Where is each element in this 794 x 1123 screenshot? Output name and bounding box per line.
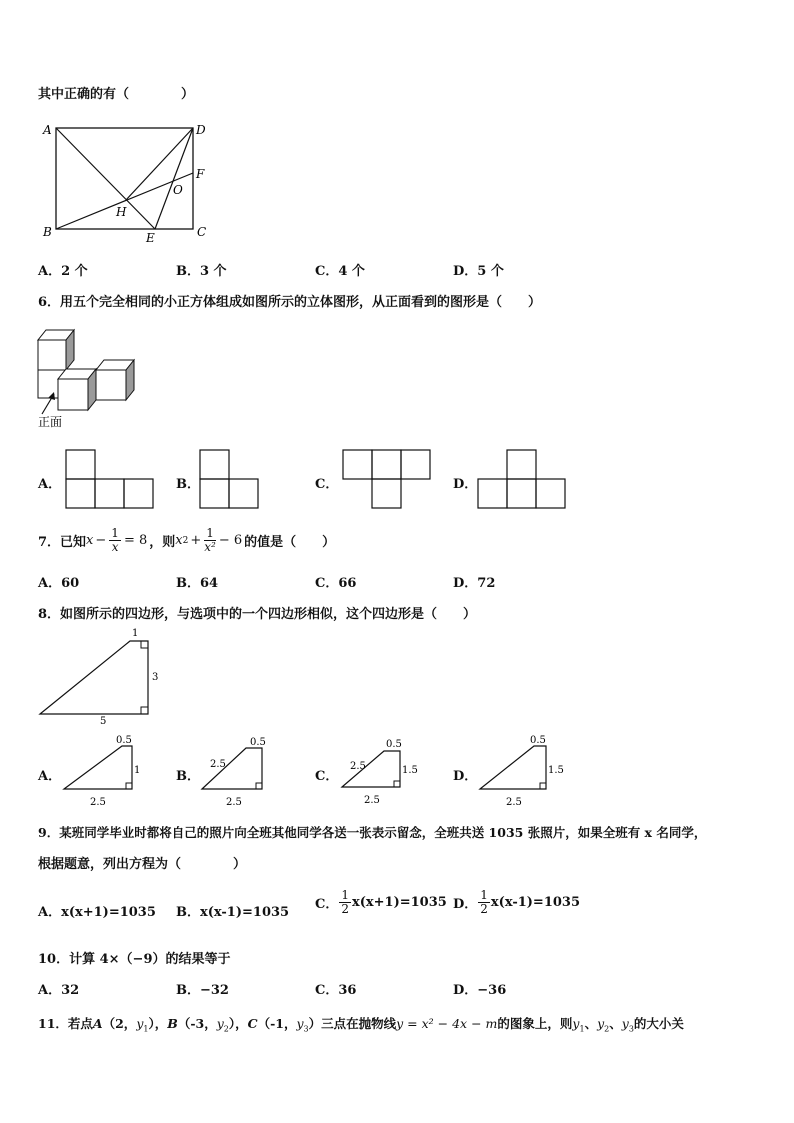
q11-y1-sub: 1 bbox=[143, 1024, 149, 1034]
q8-option-d-letter: D． bbox=[453, 769, 478, 784]
q11-y2: y bbox=[216, 1016, 224, 1031]
q10-option-d: D．−36 bbox=[453, 983, 507, 998]
q11-stem: 11．若点A（2，$y_1$），B（-3，$y_2$），C（-1，$y_3$）三点在抛物线y = x² − 4x − m的图象上，则$y_1$、$y_2$、$y_3$的大小关 bbox=[38, 1016, 684, 1034]
q5-option-a: A．2 个 bbox=[38, 264, 88, 279]
q10-option-b: B．−32 bbox=[176, 983, 229, 998]
q8-stem: 8．如图所示的四边形，与选项中的一个四边形相似，这个四边形是（ ） bbox=[38, 607, 477, 622]
q9-option-c-fraction bbox=[339, 889, 351, 916]
main-right-label: 3 bbox=[152, 672, 159, 683]
q7-expr-num: 1 bbox=[206, 526, 214, 540]
label-O: O bbox=[173, 183, 183, 197]
label-D: D bbox=[196, 123, 206, 137]
label-E: E bbox=[146, 231, 155, 245]
q7-stem bbox=[38, 527, 335, 554]
label-A: A bbox=[43, 123, 52, 137]
q9-option-a: A．x(x+1)=1035 bbox=[38, 905, 156, 920]
q11-tail-y2-sub: 2 bbox=[604, 1024, 610, 1034]
front-label: 正面 bbox=[38, 415, 63, 429]
q10-option-a: A．32 bbox=[38, 983, 80, 998]
q8-main-figure bbox=[36, 624, 166, 724]
q7-post: 的值是（ ） bbox=[244, 535, 336, 550]
q7-expr-plus: + bbox=[190, 533, 202, 548]
q11-tail-y3: y bbox=[621, 1016, 629, 1031]
opt-a-top: 0.5 bbox=[116, 735, 132, 746]
q9-stem-line2: 根据题意，列出方程为（ ） bbox=[38, 857, 247, 872]
q6-option-a-letter: A． bbox=[38, 477, 62, 492]
q7-cond-minus: − bbox=[95, 533, 107, 548]
q9-option-c-post: x(x+1)=1035 bbox=[352, 895, 447, 910]
opt-c-left: 2.5 bbox=[350, 761, 366, 772]
q9-option-b: B．x(x-1)=1035 bbox=[176, 905, 290, 920]
q11-point-a: A bbox=[92, 1016, 103, 1031]
q11-point-b: B bbox=[167, 1016, 178, 1031]
q11-y1: y bbox=[136, 1016, 144, 1031]
q7-pre: 7．已知 bbox=[38, 535, 87, 550]
q9-option-d-fraction bbox=[478, 889, 490, 916]
q7-option-d: D．72 bbox=[453, 576, 496, 591]
q9-option-d-post: x(x-1)=1035 bbox=[490, 895, 581, 910]
q9-option-d-den: 2 bbox=[480, 902, 488, 916]
q11-p8: 的图象上，则 bbox=[497, 1016, 573, 1031]
q7-option-a: A．60 bbox=[38, 576, 80, 591]
q7-option-c: C．66 bbox=[315, 576, 357, 591]
q11-p3: ）， bbox=[148, 1016, 168, 1031]
q7-cond-eq: = 8 bbox=[123, 533, 148, 548]
q11-tail-y2: y bbox=[597, 1016, 605, 1031]
q9-option-c-den: 2 bbox=[341, 902, 349, 916]
label-H: H bbox=[116, 205, 127, 219]
q6-option-c-letter: C． bbox=[315, 477, 339, 492]
q7-cond-den: x bbox=[111, 540, 119, 554]
q8-option-b-figure bbox=[198, 731, 288, 809]
opt-c-right: 1.5 bbox=[402, 765, 418, 776]
q5-figure bbox=[38, 118, 218, 248]
q11-point-c: C bbox=[247, 1016, 258, 1031]
q6-cube-figure bbox=[34, 322, 144, 434]
q7-mid: ，则 bbox=[149, 535, 176, 550]
q8-option-b-letter: B． bbox=[176, 769, 200, 784]
q8-option-c-letter: C． bbox=[315, 769, 339, 784]
q11-p6: （-1， bbox=[257, 1016, 297, 1031]
q6-stem: 6．用五个完全相同的小正方体组成如图所示的立体图形，从正面看到的图形是（ ） bbox=[38, 295, 542, 310]
q6-option-c-figure bbox=[341, 449, 435, 511]
q5-option-b: B．3 个 bbox=[176, 264, 227, 279]
q11-tail: 的大小关 bbox=[633, 1016, 684, 1031]
label-B: B bbox=[43, 225, 52, 239]
q11-p5: ）， bbox=[228, 1016, 248, 1031]
opt-a-bottom: 2.5 bbox=[90, 797, 106, 808]
q10-stem: 10．计算 4×（−9）的结果等于 bbox=[38, 952, 231, 967]
opt-b-left: 2.5 bbox=[210, 759, 226, 770]
q8-option-c-figure bbox=[338, 731, 428, 809]
opt-a-right: 1 bbox=[134, 765, 141, 776]
q6-option-d-figure bbox=[476, 449, 570, 511]
q7-cond-x: x bbox=[86, 533, 94, 548]
opt-d-bottom: 2.5 bbox=[506, 797, 522, 808]
q11-parabola-eq: y = x² − 4x − m bbox=[396, 1016, 498, 1031]
q11-p2: （2， bbox=[102, 1016, 137, 1031]
q6-option-b-letter: B． bbox=[176, 477, 200, 492]
q9-stem-line1: 9．某班同学毕业时都将自己的照片向全班其他同学各送一张表示留念，全班共送 1035 张照片，如果全班有 x 名同学， bbox=[38, 825, 707, 840]
opt-b-top: 0.5 bbox=[250, 737, 266, 748]
label-F: F bbox=[196, 167, 205, 181]
opt-c-bottom: 2.5 bbox=[364, 795, 380, 806]
q7-expr-fraction bbox=[204, 527, 216, 554]
q11-tail-y3-sub: 3 bbox=[628, 1024, 634, 1034]
q7-cond-num: 1 bbox=[111, 526, 119, 540]
q11-y3: y bbox=[296, 1016, 304, 1031]
q8-option-a-letter: A． bbox=[38, 769, 62, 784]
q11-y2-sub: 2 bbox=[223, 1024, 229, 1034]
q9-option-d-pre: D． bbox=[453, 897, 478, 912]
opt-d-right: 1.5 bbox=[548, 765, 564, 776]
q11-p4: （-3， bbox=[177, 1016, 217, 1031]
q7-option-b: B．64 bbox=[176, 576, 219, 591]
q11-tail-y1: y bbox=[572, 1016, 580, 1031]
q5-option-d: D．5 个 bbox=[453, 264, 504, 279]
q11-tail-y1-sub: 1 bbox=[579, 1024, 585, 1034]
q9-option-c-num: 1 bbox=[341, 888, 349, 902]
opt-c-top: 0.5 bbox=[386, 739, 402, 750]
q7-expr-sup: 2 bbox=[182, 535, 189, 546]
q5-option-c: C．4 个 bbox=[315, 264, 365, 279]
q9-option-c-pre: C． bbox=[315, 897, 339, 912]
q7-expr-tail: − 6 bbox=[218, 533, 243, 548]
q11-y3-sub: 3 bbox=[303, 1024, 309, 1034]
opt-b-bottom: 2.5 bbox=[226, 797, 242, 808]
q6-option-d-letter: D． bbox=[453, 477, 478, 492]
q7-cond-fraction bbox=[109, 527, 121, 554]
q10-option-c: C．36 bbox=[315, 983, 357, 998]
q9-option-c bbox=[315, 889, 447, 916]
q8-option-d-figure bbox=[476, 731, 571, 809]
q5-stem: 其中正确的有（ ） bbox=[38, 87, 195, 102]
q7-expr-x: x bbox=[175, 533, 183, 548]
label-C: C bbox=[197, 225, 207, 239]
q8-option-a-figure bbox=[60, 731, 150, 809]
main-top-label: 1 bbox=[132, 628, 139, 639]
q9-option-d-num: 1 bbox=[480, 888, 488, 902]
q11-p1: 11．若点 bbox=[38, 1016, 93, 1031]
opt-d-top: 0.5 bbox=[530, 735, 546, 746]
q6-option-a-figure bbox=[64, 449, 158, 511]
main-bottom-label: 5 bbox=[100, 716, 107, 724]
q6-option-b-figure bbox=[198, 449, 262, 511]
q7-expr-den: x² bbox=[204, 540, 216, 554]
q9-option-d bbox=[453, 889, 580, 916]
q11-p7: ）三点在抛物线 bbox=[308, 1016, 397, 1031]
